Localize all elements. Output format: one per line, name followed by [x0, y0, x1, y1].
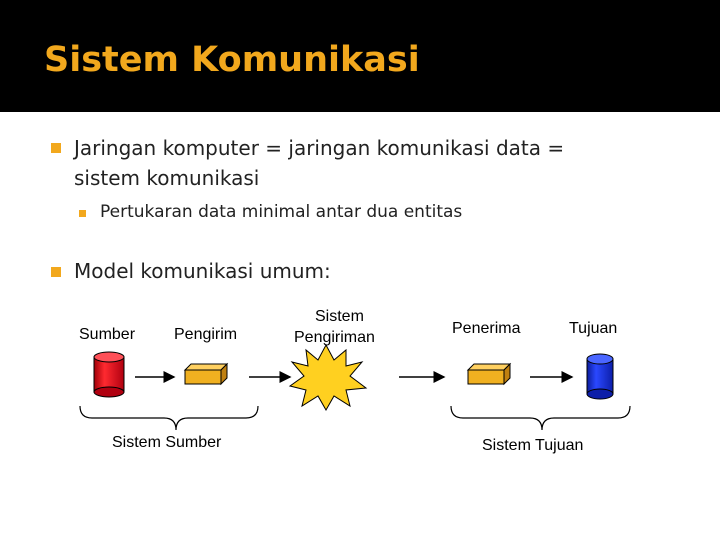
bullet-2: Model komunikasi umum: — [74, 259, 331, 283]
label-sistem-tujuan: Sistem Tujuan — [482, 437, 584, 454]
transmission-burst-icon — [290, 345, 366, 410]
transmitter-box-icon — [185, 364, 227, 384]
bullet-1-line-1: Jaringan komputer = jaringan komunikasi data = — [74, 136, 565, 160]
label-penerima: Penerima — [452, 320, 521, 337]
sub-bullet-1: Pertukaran data minimal antar dua entitas — [100, 202, 463, 222]
label-sistem-sumber: Sistem Sumber — [112, 434, 222, 451]
brace-icon — [451, 406, 630, 430]
brace-icon — [80, 406, 258, 430]
receiver-box-icon — [468, 364, 510, 384]
label-sistem-pengiriman-line-1: Sistem — [315, 308, 364, 325]
label-sistem-pengiriman-line-2: Pengiriman — [294, 329, 375, 346]
bullet-1-line-2: sistem komunikasi — [74, 166, 260, 190]
label-pengirim: Pengirim — [174, 326, 238, 343]
slide-title: Sistem Komunikasi — [44, 40, 420, 80]
label-sumber: Sumber — [79, 326, 136, 343]
destination-cylinder-icon — [587, 354, 613, 399]
label-tujuan: Tujuan — [569, 320, 618, 337]
source-cylinder-icon — [94, 352, 124, 397]
